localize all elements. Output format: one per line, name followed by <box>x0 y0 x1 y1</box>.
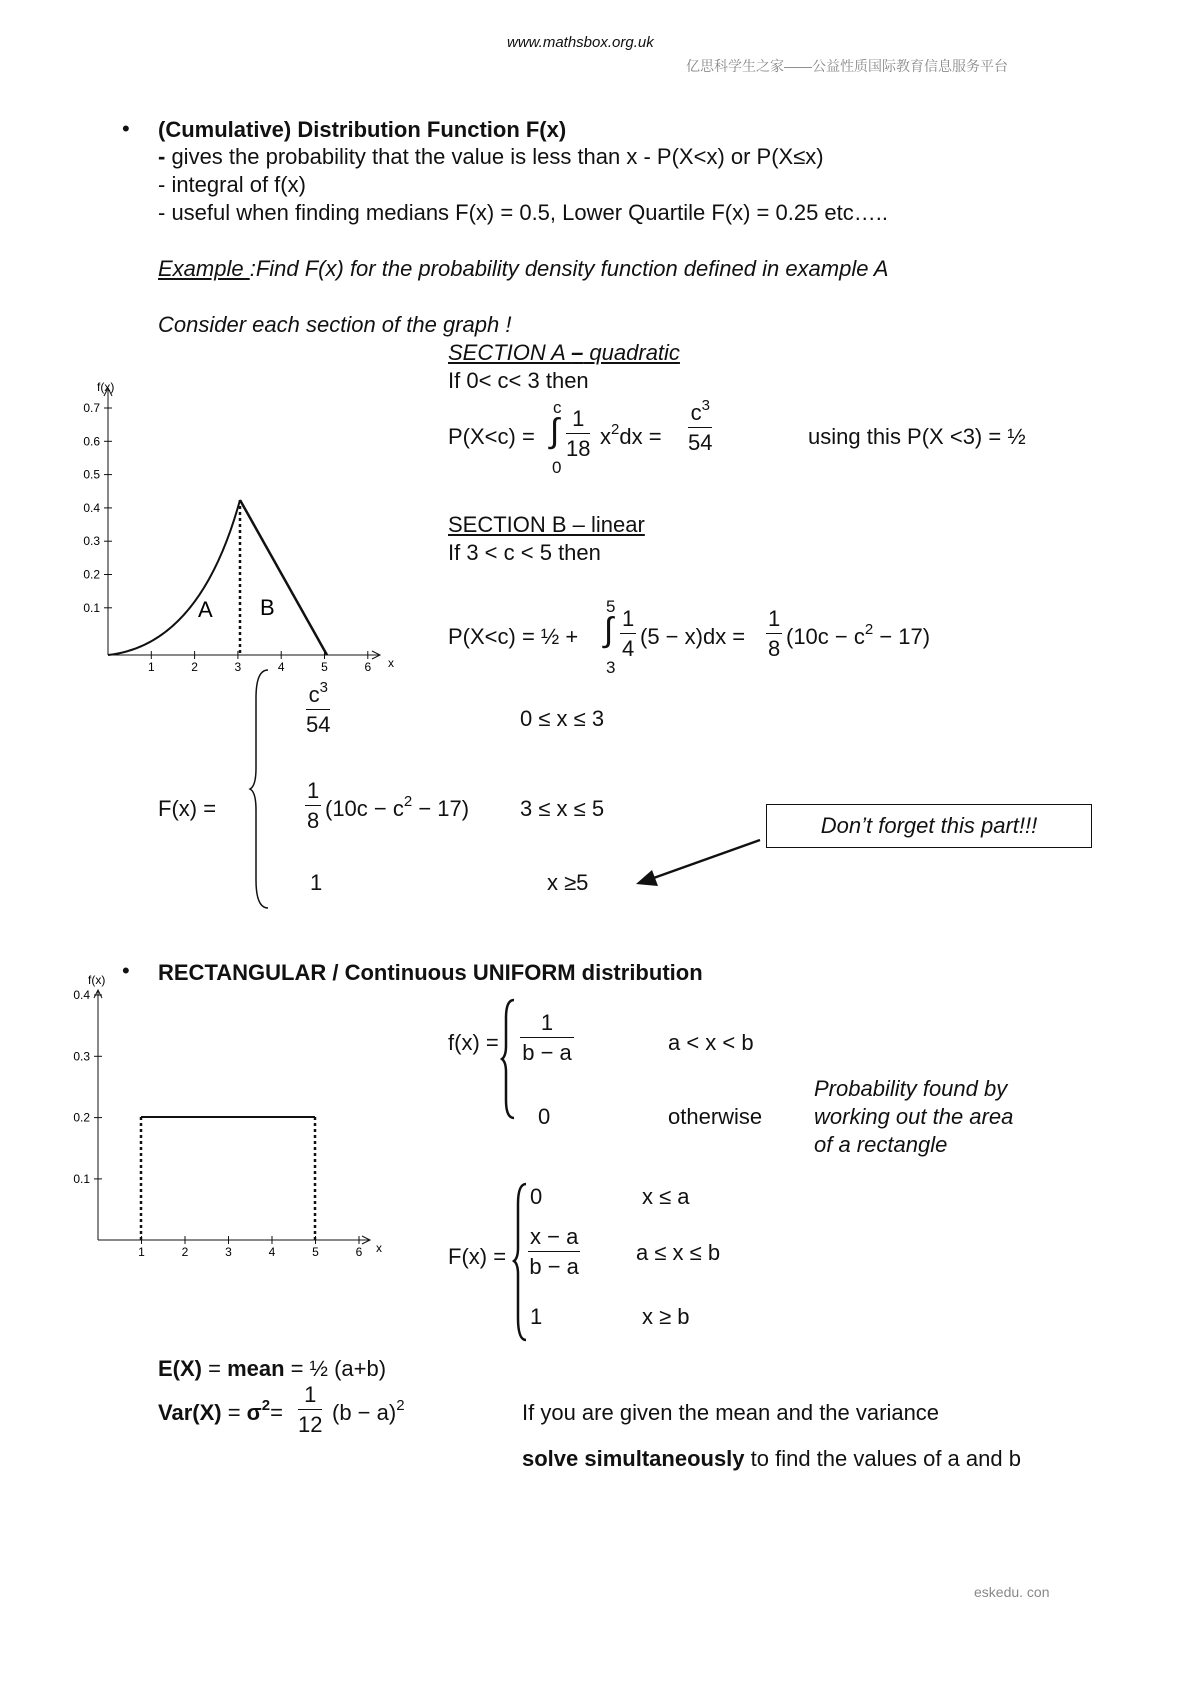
fraction-numerator: 1 <box>520 1012 574 1038</box>
section-b-condition: If 3 < c < 5 then <box>448 540 601 565</box>
variance-fraction <box>298 1384 322 1436</box>
x-tick-label: 1 <box>138 1245 145 1259</box>
case2-tail <box>325 793 470 822</box>
fraction-numerator: 1 <box>620 608 636 634</box>
callout-arrow <box>630 830 770 890</box>
fraction-numerator: 1 <box>766 608 782 634</box>
section-a-heading-dash: – <box>571 340 584 365</box>
result-tail-2: − 17) <box>873 624 931 649</box>
bullet: • <box>122 116 130 141</box>
example-text: :Find F(x) for the probability density function defined in example A <box>249 256 889 281</box>
x-axis-label: x <box>376 1241 382 1255</box>
x-tick-label: 2 <box>181 1245 189 1259</box>
y-tick-label: 0.2 <box>83 567 100 582</box>
brace-left <box>512 1182 528 1342</box>
x-tick-label: 1 <box>147 660 155 674</box>
case3-value: 1 <box>310 870 323 895</box>
cdf-title: (Cumulative) Distribution Function F(x) <box>158 117 567 142</box>
fraction-denominator: 54 <box>688 430 713 455</box>
y-tick-label: 0.4 <box>83 500 100 515</box>
fraction-denominator: 54 <box>306 712 331 737</box>
fraction-numerator: 1 <box>305 780 321 806</box>
example-label: Example <box>158 256 250 281</box>
uniform-f-otherwise: otherwise <box>668 1104 763 1129</box>
uniform-cdf-case1: 0 <box>530 1184 543 1209</box>
fraction-denominator: 8 <box>307 808 320 833</box>
y-tick-label: 0.2 <box>73 1110 90 1125</box>
y-tick-label: 0.3 <box>73 1049 90 1064</box>
header-chinese-text: 亿思科学生之家——公益性质国际教育信息服务平台 <box>686 58 1008 74</box>
solve-bold: solve simultaneously <box>522 1446 745 1471</box>
y-tick-label: 0.7 <box>83 401 100 415</box>
y-tick-label: 0.1 <box>73 1171 90 1186</box>
var-sigma-power: 2 <box>261 1397 271 1414</box>
example-line <box>158 256 888 282</box>
section-b-integrand-fraction <box>620 608 636 660</box>
brace-left <box>500 998 516 1120</box>
uniform-cdf-cond2: a ≤ x ≤ b <box>636 1240 721 1265</box>
uniform-cdf-cond3: x ≥ b <box>642 1304 690 1329</box>
footer-watermark: eskedu. con <box>974 1584 1050 1600</box>
cdf-line-2: - integral of f(x) <box>158 172 306 197</box>
y-tick-label: 0.6 <box>83 434 100 449</box>
y-axis-label: f(x) <box>97 380 115 394</box>
x-tick-label: 2 <box>191 660 198 674</box>
variance-formula-start <box>158 1397 283 1426</box>
fraction-denominator: 12 <box>298 1412 323 1437</box>
fraction-numerator: 1 <box>298 1384 322 1410</box>
integral-sign: ∫ <box>604 611 614 649</box>
fraction-numerator: 1 <box>566 408 590 434</box>
bullet: • <box>122 958 130 983</box>
case2-tail-2: − 17) <box>412 796 470 821</box>
y-tick-label: 0.3 <box>83 534 100 549</box>
cdf-line-1 <box>158 144 824 170</box>
case3-condition: x ≥5 <box>547 870 589 895</box>
pdf-graph-a-b <box>60 370 410 680</box>
fraction-numerator <box>306 679 330 710</box>
given-text: If you are given the mean and the variance <box>522 1400 940 1425</box>
section-a-upper-limit: c <box>553 398 562 417</box>
mean-word: mean <box>227 1356 285 1381</box>
var-tail-power: 2 <box>396 1397 405 1414</box>
section-a-heading <box>448 340 680 366</box>
mean-eq: = <box>202 1356 228 1381</box>
case1-fraction <box>306 679 331 737</box>
section-a-integrand-tail <box>600 421 662 450</box>
result-tail-1: (10c − c <box>786 624 865 649</box>
cdf-line-1-text: gives the probability that the value is less than x - P(X<x) or P(X≤x) <box>165 144 824 169</box>
consider-line: Consider each section of the graph ! <box>158 312 512 337</box>
uniform-title: RECTANGULAR / Continuous UNIFORM distribution <box>158 960 703 985</box>
mean-formula <box>158 1356 386 1382</box>
case2-power: 2 <box>403 793 413 810</box>
piecewise-f-label: F(x) = <box>158 796 217 821</box>
section-a-condition: If 0< c< 3 then <box>448 368 589 393</box>
x-tick-label: 3 <box>225 1245 232 1259</box>
solve-rest: to find the values of a and b <box>744 1446 1021 1471</box>
x-tick-label: 4 <box>268 1245 276 1259</box>
integral-sign: ∫ <box>550 412 560 450</box>
variance-tail <box>332 1397 405 1426</box>
section-a-heading-2: quadratic <box>583 340 680 365</box>
section-a-heading-1: SECTION A <box>448 340 572 365</box>
uniform-cdf-case3: 1 <box>530 1304 543 1329</box>
integrand-x: x <box>600 424 611 449</box>
region-b-label: B <box>260 595 275 620</box>
section-a-using: using this P(X <3) = ½ <box>808 424 1026 449</box>
uniform-f-label: f(x) = <box>448 1030 499 1055</box>
solve-text <box>522 1446 1021 1472</box>
section-b-lhs: P(X<c) = ½ + <box>448 624 579 649</box>
header-url: www.mathsbox.org.uk <box>507 34 654 51</box>
linear-line-section-b <box>240 500 327 655</box>
mean-ex: E(X) <box>158 1356 202 1381</box>
case2-fraction <box>305 780 321 832</box>
uniform-cdf-label: F(x) = <box>448 1244 507 1269</box>
fraction-denominator: 4 <box>622 636 635 661</box>
section-b-upper-limit: 5 <box>606 597 616 616</box>
var-tail: (b − a) <box>332 1400 397 1425</box>
case2-tail-1: (10c − c <box>325 796 404 821</box>
area-note-line-1: Probability found by <box>814 1076 1008 1101</box>
uniform-f-zero: 0 <box>538 1104 551 1129</box>
result-power: 3 <box>701 397 710 414</box>
integrand-power: 2 <box>611 421 620 438</box>
x-tick-label: 6 <box>364 660 372 674</box>
x-tick-label: 5 <box>312 1245 319 1259</box>
section-a-integrand-fraction <box>566 408 590 460</box>
area-note-line-3: of a rectangle <box>814 1132 948 1157</box>
section-a-result-fraction <box>688 397 713 455</box>
x-tick-label: 6 <box>355 1245 363 1259</box>
x-tick-label: 4 <box>277 660 285 674</box>
uniform-pdf-graph <box>60 960 400 1260</box>
x-tick-label: 3 <box>234 660 242 674</box>
case1-condition: 0 ≤ x ≤ 3 <box>520 706 605 731</box>
uniform-f-condition: a < x < b <box>668 1030 754 1055</box>
uniform-f-fraction <box>520 1012 574 1064</box>
section-b-result-fraction <box>766 608 782 660</box>
section-a-lhs: P(X<c) = <box>448 424 535 449</box>
section-b-integrand-tail: (5 − x)dx = <box>640 624 746 649</box>
var-eq-2: = <box>270 1400 283 1425</box>
y-axis-label: f(x) <box>88 973 106 987</box>
fraction-numerator: x − a <box>528 1226 580 1252</box>
fraction-denominator: 18 <box>566 436 591 461</box>
y-tick-label: 0.1 <box>83 600 100 615</box>
mean-value: = ½ (a+b) <box>284 1356 387 1381</box>
uniform-cdf-fraction <box>528 1226 580 1278</box>
var-label: Var(X) <box>158 1400 222 1425</box>
brace-left <box>248 668 272 910</box>
case1-power: 3 <box>319 679 328 696</box>
result-c: c <box>690 400 702 425</box>
result-power: 2 <box>864 621 874 638</box>
x-axis-label: x <box>388 656 394 670</box>
case2-condition: 3 ≤ x ≤ 5 <box>520 796 605 821</box>
section-b-result-tail <box>786 621 931 650</box>
cdf-line-3: - useful when finding medians F(x) = 0.5, Lower Quartile F(x) = 0.25 etc….. <box>158 200 888 225</box>
section-b-heading: SECTION B – linear <box>448 512 645 537</box>
var-eq: = <box>221 1400 247 1425</box>
x-tick-label: 5 <box>321 660 328 674</box>
fraction-denominator: b − a <box>522 1040 572 1065</box>
area-note-line-2: working out the area <box>814 1104 1014 1129</box>
section-b-lower-limit: 3 <box>606 658 616 677</box>
case1-c: c <box>308 682 320 707</box>
fraction-numerator <box>688 397 712 428</box>
callout-box: Don’t forget this part!!! <box>766 804 1092 848</box>
var-sigma: σ <box>246 1400 262 1425</box>
fraction-denominator: b − a <box>529 1254 579 1279</box>
uniform-cdf-cond1: x ≤ a <box>642 1184 690 1209</box>
fraction-denominator: 8 <box>768 636 781 661</box>
y-tick-label: 0.5 <box>83 467 100 482</box>
cdf-line-1-dash: - <box>158 144 166 169</box>
section-a-lower-limit: 0 <box>552 458 562 477</box>
y-tick-label: 0.4 <box>73 988 90 1002</box>
quadratic-curve-section-a <box>108 500 240 655</box>
region-a-label: A <box>198 597 213 622</box>
integrand-dx: dx = <box>619 424 662 449</box>
